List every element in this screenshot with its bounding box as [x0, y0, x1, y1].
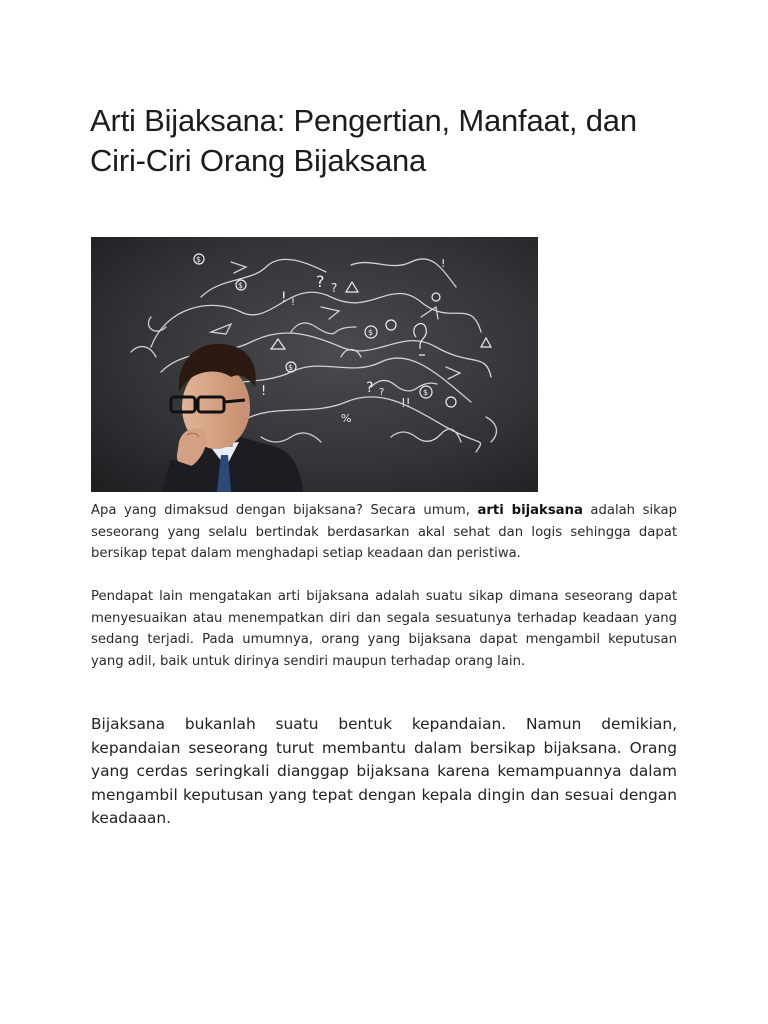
keyword-arti-bijaksana: arti bijaksana: [477, 503, 583, 518]
paragraph-1-intro: Apa yang dimaksud dengan bijaksana? Secara umum,: [91, 503, 478, 518]
svg-text:?: ?: [331, 281, 338, 295]
article-image: [91, 237, 538, 492]
svg-text:%: %: [341, 412, 352, 425]
svg-text:?: ?: [366, 380, 374, 396]
svg-text:$: $: [288, 363, 294, 372]
svg-text:$: $: [238, 281, 244, 290]
svg-text:$: $: [196, 255, 202, 264]
svg-text:?: ?: [316, 272, 325, 291]
svg-text:!: !: [281, 290, 287, 306]
svg-text:!: !: [291, 297, 296, 308]
paragraph-1-rest: adalah sikap seseorang yang selalu bertindak berdasarkan akal sehat dan logis sehingga dapat bersikap tepat dalam menghadapi setiap keadaan dan peristiwa.: [91, 503, 677, 561]
thinking-man-illustration: [91, 237, 538, 492]
article-title: Arti Bijaksana: Pengertian, Manfaat, dan Ciri-Ciri Orang Bijaksana: [90, 103, 637, 178]
svg-text:!: !: [261, 384, 267, 399]
svg-text:$: $: [368, 328, 374, 337]
paragraph-1: [91, 500, 677, 565]
svg-text:?: ?: [379, 387, 385, 398]
paragraph-2: Pendapat lain mengatakan arti bijaksana adalah suatu sikap dimana seseorang dapat menyesuaikan atau menempatkan diri dan segala sesuatunya terhadap keadaan yang sedang terjadi. Pada umumnya, orang yang bijaksana dapat mengambil keputusan yang adil, baik untuk dirinya sendiri maupun terhadap orang lain.: [91, 589, 677, 669]
svg-text:$: $: [423, 388, 429, 397]
paragraph-3: Bijaksana bukanlah suatu bentuk kepandaian. Namun demikian, kepandaian seseorang turut membantu dalam bersikap bijaksana. Orang yang cerdas seringkali dianggap bijaksana karena kemampuannya dalam mengambil keputusan yang tepat dengan kepala dingin dan sesuai dengan keadaaan.: [91, 715, 677, 827]
svg-text:!!: !!: [401, 396, 411, 410]
svg-text:!: !: [441, 257, 446, 270]
